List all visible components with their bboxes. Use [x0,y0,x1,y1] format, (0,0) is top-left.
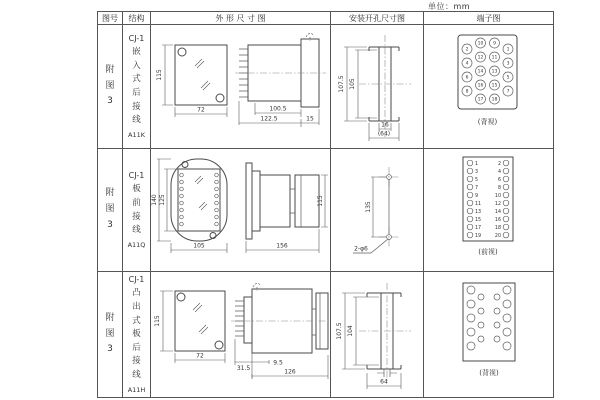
dimension-table [97,11,554,398]
dim-inner-height: 105 [349,78,356,90]
terminal-number: 2 [465,47,468,53]
terminal-number: 1 [506,47,509,53]
dim-depth1: 100.5 [269,105,287,113]
dim-offset: 9.5 [273,359,283,366]
dim-block: 31.5 [236,364,251,372]
row1-outline-cell [151,25,331,149]
terminal-number: 11 [491,55,497,61]
terminal-number: 18 [494,226,501,231]
terminal-drawing-a11k [425,25,553,148]
dim-panel-width: (64) [377,130,391,138]
terminal-number: 18 [491,97,497,103]
row1-structure-cell [123,25,151,149]
dim-inner-height: 104 [347,324,354,337]
terminal-number: 14 [494,210,501,215]
model-code: A11Q [127,240,146,249]
terminal-number: 17 [474,226,481,231]
terminal-number: 5 [506,75,509,81]
terminal-number: 7 [506,89,509,95]
dim-front-height: 115 [154,314,161,327]
dim-outer-height: 107.5 [338,75,345,93]
view-label: (背视) [477,118,497,126]
terminal-number: 17 [477,97,483,103]
dim-plate-width: 105 [193,242,205,250]
dim-hole-spacing: 135 [365,201,372,213]
hole-spec-label: 2-φ6 [354,245,368,253]
figure-number: 附图3 [105,312,115,355]
terminal-number: 10 [477,41,483,47]
dim-plate-height: 140 [151,194,158,206]
terminal-number: 14 [477,69,483,75]
terminal-number: 12 [494,202,501,207]
terminal-number: 13 [491,69,497,75]
header-figure: 图号 [98,12,123,25]
terminal-number: 7 [474,186,478,191]
row1-terminal-cell [424,25,553,149]
view-label: (背视) [478,368,499,377]
model-name: CJ-1 [128,34,145,44]
row2-outline-cell [151,149,331,272]
dim-side-height: 115 [317,195,324,207]
terminal-number: 1 [474,162,478,167]
header-outline: 外 形 尺 寸 图 [151,12,331,25]
outline-drawing-a11h [151,273,330,397]
row3-terminal-cell [424,272,553,397]
model-code: A11H [127,385,146,394]
unit-label: 单位：mm [428,2,471,11]
install-drawing-a11q [331,149,423,271]
terminal-number: 6 [497,178,501,183]
terminal-number: 3 [474,170,478,175]
dim-front-height: 115 [156,69,163,81]
row2-terminal-cell [424,149,553,272]
terminal-drawing-a11h [425,273,553,397]
row2-figure-cell [98,149,123,272]
terminal-number: 16 [477,83,483,89]
terminal-number: 6 [465,75,468,81]
terminal-number: 19 [474,234,481,239]
outline-drawing-a11q [151,149,330,271]
row2-install-cell [331,149,424,272]
model-code: A11K [128,130,145,139]
row3-structure-cell [123,272,151,397]
terminal-number: 15 [491,83,497,89]
terminal-number: 8 [465,89,468,95]
mounting-type: 嵌入式后接线 [132,47,141,126]
dim-hole-height: 125 [159,194,166,206]
row1-install-cell [331,25,424,149]
dim-flange: 15 [306,115,314,123]
terminal-number: 13 [474,210,481,215]
terminal-number: 11 [474,202,481,207]
terminal-number: 10 [494,194,501,199]
install-drawing-a11k [331,25,423,148]
terminal-number: 15 [474,218,481,223]
figure-number: 附图3 [105,188,115,230]
terminal-number: 20 [494,234,501,239]
header-structure: 结构 [123,12,151,25]
dim-front-width: 72 [197,106,205,114]
header-install: 安装开孔尺寸图 [331,12,424,25]
terminal-number: 8 [497,186,501,191]
header-terminal: 端子图 [424,12,553,25]
row1-figure-cell [98,25,123,149]
terminal-number: 3 [506,61,509,67]
terminal-drawing-a11q [425,149,553,271]
row3-outline-cell [151,272,331,397]
row3-install-cell [331,272,424,397]
row2-structure-cell [123,149,151,272]
mounting-type: 凸出式板后接线 [132,288,141,380]
model-name: CJ-1 [128,171,145,181]
terminal-number: 12 [477,55,483,61]
terminal-number: 16 [494,218,501,223]
dim-depth: 126 [284,368,296,375]
mounting-type: 板前接线 [132,184,141,236]
row3-figure-cell [98,272,123,397]
terminal-number: 2 [497,162,501,167]
model-name: CJ-1 [128,275,145,285]
install-drawing-a11h [331,273,423,397]
terminal-number: 4 [465,61,468,67]
terminal-number: 9 [492,41,496,47]
dim-front-width: 72 [196,352,204,359]
dim-depth: 156 [276,242,288,250]
outline-drawing-a11k [151,25,330,148]
terminal-number: 9 [474,194,478,199]
dim-slot-width: 16 [381,121,389,129]
terminal-number: 5 [474,178,478,183]
terminal-number: 4 [497,170,501,175]
dim-depth2: 122.5 [260,115,278,123]
figure-number: 附图3 [105,64,115,107]
dim-panel-width: 64 [380,378,388,385]
view-label: (前视) [477,248,498,256]
dim-outer-height: 107.5 [336,321,343,340]
